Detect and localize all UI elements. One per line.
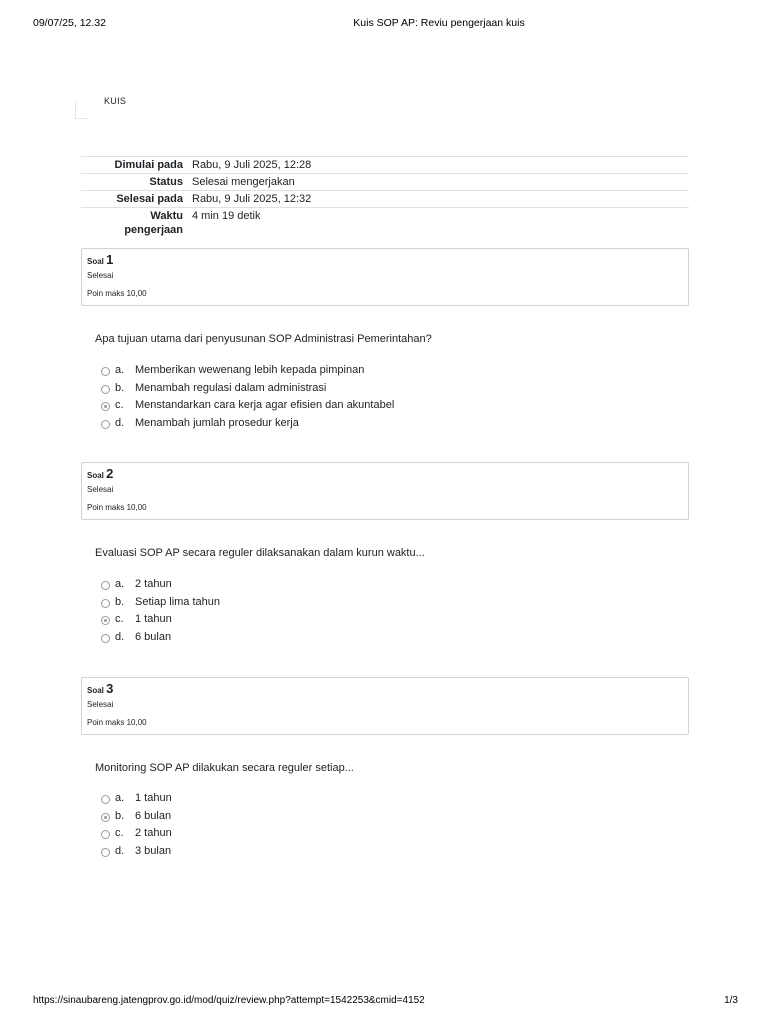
radio-button-checked[interactable] xyxy=(101,402,110,411)
radio-button[interactable] xyxy=(101,795,110,804)
question-state: Selesai xyxy=(87,271,114,280)
question-state: Selesai xyxy=(87,700,114,709)
summary-label: Waktu pengerjaan xyxy=(124,210,183,236)
answer-label: Setiap lima tahun xyxy=(135,595,220,608)
quiz-icon xyxy=(75,102,89,119)
question-number-value: 1 xyxy=(106,252,114,267)
question-info-2 xyxy=(81,462,689,520)
radio-button[interactable] xyxy=(101,385,110,394)
answer-letter: c. xyxy=(115,827,124,839)
question-grade: Poin maks 10,00 xyxy=(87,503,147,512)
question-text: Monitoring SOP AP dilakukan secara reguler setiap... xyxy=(95,762,354,774)
answer-letter: d. xyxy=(115,630,125,643)
print-title xyxy=(0,17,768,29)
question-number xyxy=(87,466,113,481)
summary-value: Selesai mengerjakan xyxy=(192,176,295,188)
question-state: Selesai xyxy=(87,485,114,494)
radio-button[interactable] xyxy=(101,420,110,429)
radio-button[interactable] xyxy=(101,634,110,643)
print-datetime: 09/07/25, 12.32 xyxy=(33,17,106,29)
question-prefix: Soal xyxy=(87,257,104,266)
summary-label: Status xyxy=(149,176,183,188)
question-text: Evaluasi SOP AP secara reguler dilaksanakan dalam kurun waktu... xyxy=(95,547,425,559)
answer-letter: a. xyxy=(115,578,125,590)
radio-button[interactable] xyxy=(101,830,110,839)
summary-row-started xyxy=(81,157,689,174)
summary-value: Rabu, 9 Juli 2025, 12:32 xyxy=(192,193,312,205)
answer-letter: a. xyxy=(115,364,125,376)
answer-label: 2 tahun xyxy=(135,827,172,839)
answer-label: Memberikan wewenang lebih kepada pimpinan xyxy=(135,364,365,376)
print-title-text: Kuis SOP AP: Reviu pengerjaan kuis xyxy=(353,17,525,29)
print-footer xyxy=(0,995,768,1009)
question-grade: Poin maks 10,00 xyxy=(87,718,147,727)
answer-label: 2 tahun xyxy=(135,578,172,590)
question-text: Apa tujuan utama dari penyusunan SOP Administrasi Pemerintahan? xyxy=(95,333,432,345)
question-prefix: Soal xyxy=(87,686,104,695)
answer-letter: c. xyxy=(115,399,124,411)
question-prefix: Soal xyxy=(87,471,104,480)
answer-letter: b. xyxy=(115,595,125,608)
answer-letter: c. xyxy=(115,613,124,625)
summary-row-status xyxy=(81,174,689,191)
print-page-number: 1/3 xyxy=(724,995,738,1006)
answer-label: 6 bulan xyxy=(135,809,172,822)
answer-letter: b. xyxy=(115,381,125,394)
summary-value: 4 min 19 detik xyxy=(192,210,261,222)
answer-letter: b. xyxy=(115,809,125,822)
summary-label: Selesai pada xyxy=(116,193,183,205)
radio-button[interactable] xyxy=(101,581,110,590)
summary-row-duration xyxy=(81,208,689,239)
print-header xyxy=(0,17,768,31)
radio-button-checked[interactable] xyxy=(101,813,110,822)
question-number-value: 2 xyxy=(106,466,114,481)
radio-button[interactable] xyxy=(101,848,110,857)
question-info-3 xyxy=(81,677,689,735)
attempt-summary-table xyxy=(81,156,689,239)
radio-button[interactable] xyxy=(101,599,110,608)
question-number xyxy=(87,252,113,267)
answer-letter: d. xyxy=(115,416,125,429)
print-url: https://sinaubareng.jatengprov.go.id/mod/quiz/review.php?attempt=1542253&cmid=4152 xyxy=(33,995,425,1006)
answer-label: Menstandarkan cara kerja agar efisien dan akuntabel xyxy=(135,399,395,411)
answer-letter: d. xyxy=(115,844,125,857)
answer-label: 1 tahun xyxy=(135,792,172,804)
radio-button[interactable] xyxy=(101,367,110,376)
answer-letter: a. xyxy=(115,792,125,804)
question-number xyxy=(87,681,113,696)
question-info-1 xyxy=(81,248,689,306)
answer-label: Menambah regulasi dalam administrasi xyxy=(135,381,327,394)
summary-label: Dimulai pada xyxy=(114,159,183,171)
answer-label: 6 bulan xyxy=(135,630,172,643)
radio-button-checked[interactable] xyxy=(101,616,110,625)
summary-row-completed xyxy=(81,191,689,208)
answer-label: Menambah jumlah prosedur kerja xyxy=(135,416,299,429)
activity-type-label: KUIS xyxy=(104,96,127,106)
answer-label: 1 tahun xyxy=(135,613,172,625)
question-number-value: 3 xyxy=(106,681,114,696)
answer-label: 3 bulan xyxy=(135,844,172,857)
summary-value: Rabu, 9 Juli 2025, 12:28 xyxy=(192,159,312,171)
question-grade: Poin maks 10,00 xyxy=(87,289,147,298)
